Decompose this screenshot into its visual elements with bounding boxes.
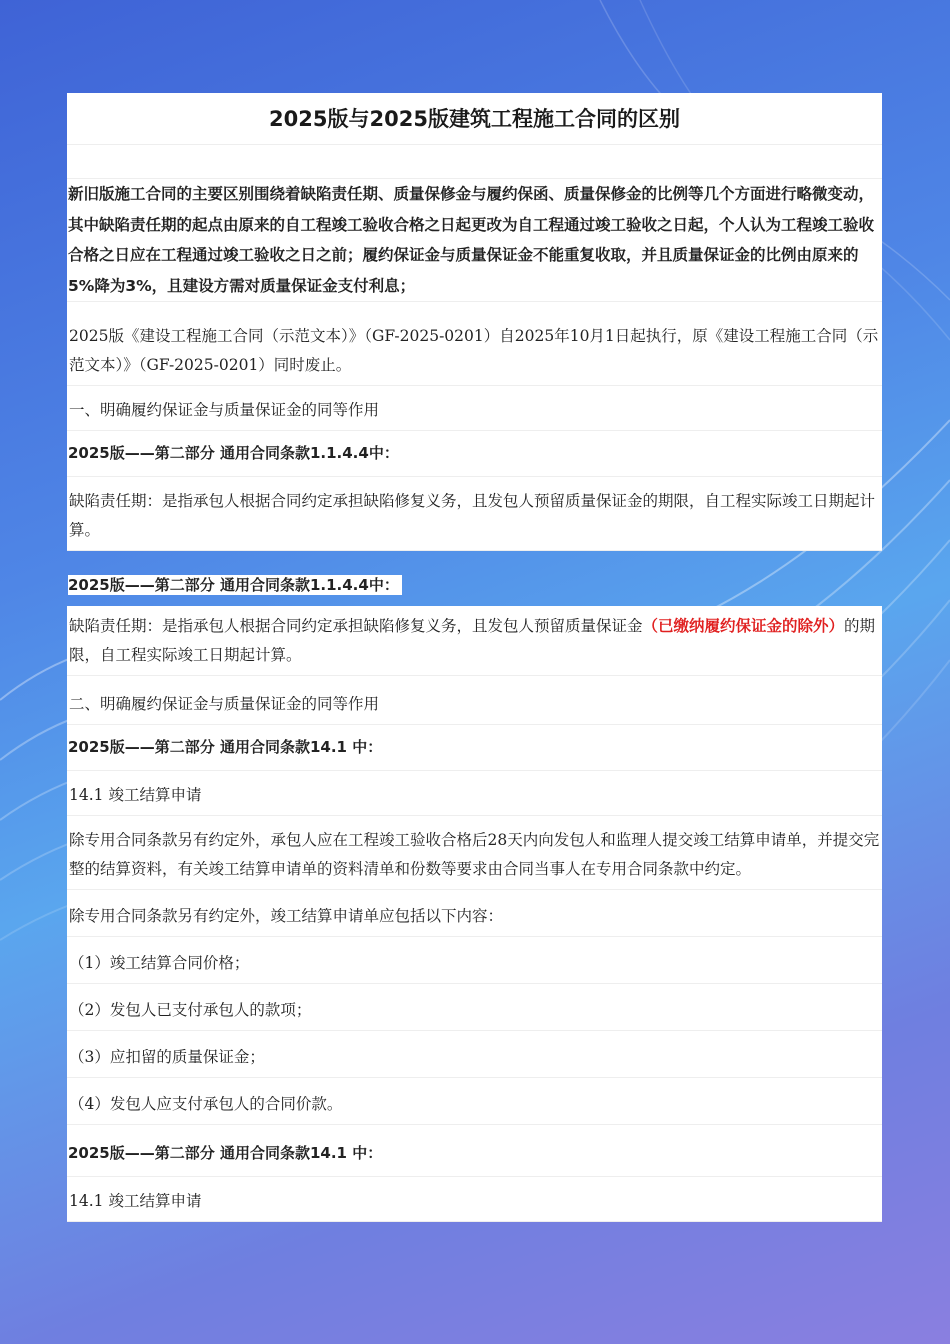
list-item: （1）竣工结算合同价格；	[67, 937, 882, 984]
document-page	[67, 93, 882, 1265]
spacer	[67, 551, 882, 569]
list-item: （4）发包人应支付承包人的合同价款。	[67, 1078, 882, 1125]
clause-a-text: 缺陷责任期：是指承包人根据合同约定承担缺陷修复义务，且发包人预留质量保证金的期限，自工程实际竣工日期起计算。	[67, 477, 882, 551]
clause-b-red-note: （已缴纳履约保证金的除外）	[642, 617, 845, 635]
clause-c-heading: 2025版——第二部分 通用合同条款14.1 中：	[67, 725, 882, 771]
notice-paragraph: 2025版《建设工程施工合同（示范文本）》（GF-2025-0201）自2025年10月1日起执行，原《建设工程施工合同（示范文本）》（GF-2025-0201）同时废止。	[67, 302, 882, 386]
list-item: （2）发包人已支付承包人的款项；	[67, 984, 882, 1031]
clause-c-subtitle: 14.1 竣工结算申请	[67, 771, 882, 816]
clause-b-text-2: 的期限，自工程实际竣工日期起计算。	[69, 617, 876, 664]
clause-d-heading: 2025版——第二部分 通用合同条款14.1 中：	[67, 1125, 882, 1177]
clause-c-paragraph-1: 除专用合同条款另有约定外，承包人应在工程竣工验收合格后28天内向发包人和监理人提交竣工结算申请单，并提交完整的结算资料，有关竣工结算申请单的资料清单和份数等要求由合同当事人在专用合同条款中约定。	[67, 816, 882, 890]
clause-b-text	[67, 606, 882, 676]
clause-c-paragraph-2: 除专用合同条款另有约定外，竣工结算申请单应包括以下内容：	[67, 890, 882, 937]
blank-row	[67, 145, 882, 179]
intro-paragraph: 新旧版施工合同的主要区别围绕着缺陷责任期、质量保修金与履约保函、质量保修金的比例等几个方面进行略微变动，其中缺陷责任期的起点由原来的自工程竣工验收合格之日起更改为自工程通过竣工验收之日起，个人认为工程竣工验收合格之日应在工程通过竣工验收之日之前；履约保证金与质量保证金不能重复收取，并且质量保证金的比例由原来的5%降为3%，且建设方需对质量保证金支付利息；	[67, 179, 882, 302]
clause-d-subtitle: 14.1 竣工结算申请	[67, 1177, 882, 1222]
clause-b-heading-row	[67, 569, 882, 606]
clause-b-heading: 2025版——第二部分 通用合同条款1.1.4.4中：	[68, 575, 402, 595]
document-title: 2025版与2025版建筑工程施工合同的区别	[67, 93, 882, 145]
list-item: （3）应扣留的质量保证金；	[67, 1031, 882, 1078]
section2-title: 二、明确履约保证金与质量保证金的同等作用	[67, 676, 882, 725]
clause-a-heading: 2025版——第二部分 通用合同条款1.1.4.4中：	[67, 431, 882, 477]
section1-title: 一、明确履约保证金与质量保证金的同等作用	[67, 386, 882, 431]
clause-b-text-1: 缺陷责任期：是指承包人根据合同约定承担缺陷修复义务，且发包人预留质量保证金	[69, 617, 643, 635]
